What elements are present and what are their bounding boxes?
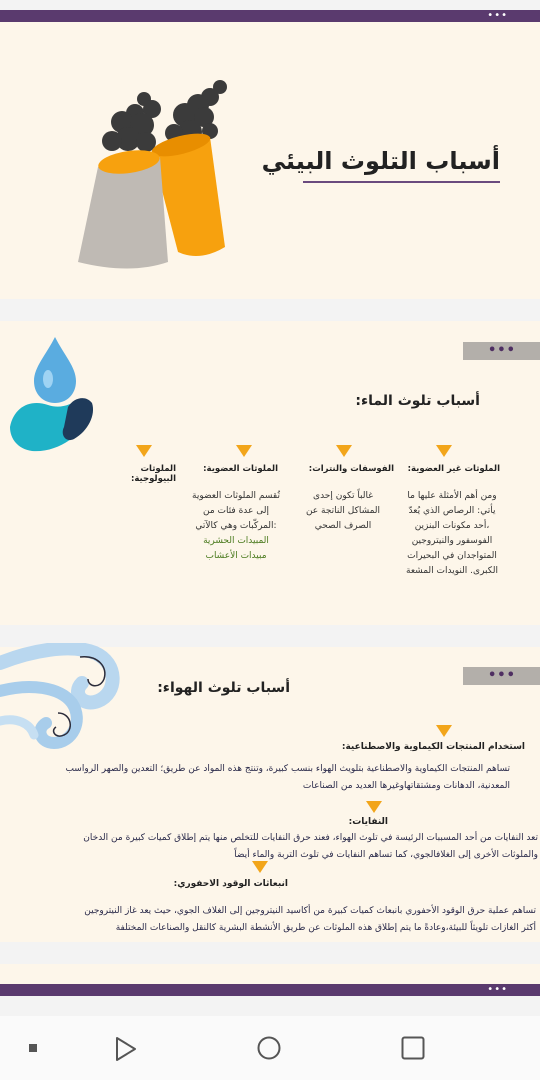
text-line: تُقسم الملوثات العضوية bbox=[192, 491, 280, 501]
text-line: ومن أهم الأمثلة عليها ما bbox=[407, 491, 497, 501]
text-line: أكثر الغازات تلويثاً للبيئة،وعادةً ما يتم إطلاق هذه الملوثات عن طريق الأنشطة البشرية كالنقل والصناعات المختلفة bbox=[115, 923, 536, 933]
menu-dots-icon[interactable]: ••• bbox=[488, 668, 516, 683]
next-panel-edge bbox=[0, 964, 540, 984]
text-line: إلى عدة فئات من bbox=[202, 506, 270, 516]
wind-swirl-icon bbox=[0, 643, 120, 763]
column-inorganic bbox=[400, 464, 500, 474]
section-paragraph bbox=[0, 761, 510, 795]
menu-dots-icon[interactable]: ••• bbox=[487, 984, 508, 995]
text-line: تساهم عملية حرق الوقود الأحفوري بانبعاث كميات كبيرة من أكاسيد النيتروجين إلى الغلاف الجوي، حيث يعد غاز النيتروجين bbox=[84, 906, 536, 916]
overview-square-icon[interactable] bbox=[401, 1036, 425, 1060]
section-tab bbox=[463, 667, 540, 685]
text-line: الفوسفور والنيتروجين bbox=[411, 536, 493, 546]
text-line-highlight: المبيدات الحشرية bbox=[203, 536, 269, 546]
text-line: أحد مكونات البنزين، bbox=[414, 521, 490, 531]
home-circle-icon[interactable] bbox=[257, 1036, 281, 1060]
air-panel bbox=[0, 647, 540, 942]
column-head: الملوثات العضوية: bbox=[203, 464, 278, 474]
column-head: الملوثات البيولوجية: bbox=[130, 464, 176, 484]
arrow-down-icon bbox=[252, 861, 268, 873]
section-paragraph bbox=[6, 903, 536, 937]
column-head: الملوثات غير العضوية: bbox=[407, 464, 500, 474]
recent-small-icon[interactable] bbox=[29, 1044, 37, 1052]
column-text bbox=[298, 489, 388, 534]
arrow-down-icon bbox=[436, 725, 452, 737]
text-line: الكبرى. النويدات المشعة bbox=[406, 566, 498, 576]
section-head: النفايات: bbox=[348, 817, 388, 827]
arrow-down-icon bbox=[236, 445, 252, 457]
section-head: انبعاثات الوقود الاحفوري: bbox=[173, 879, 288, 889]
water-panel bbox=[0, 321, 540, 625]
text-line: والملوثات الأخرى إلى الغلافالجوي، كما تساهم النفايات في تلوث التربة والماء أيضاً bbox=[234, 850, 538, 860]
air-title: أسباب تلوث الهواء: bbox=[157, 680, 290, 696]
factory-chimneys-icon bbox=[70, 77, 240, 277]
menu-dots-icon[interactable]: ••• bbox=[488, 343, 516, 358]
text-line: المشاكل الناتجة عن bbox=[305, 506, 381, 516]
top-accent-bar bbox=[0, 10, 540, 22]
column-text bbox=[396, 489, 508, 579]
text-line: غالباً تكون إحدى bbox=[313, 491, 373, 501]
text-line: الصرف الصحي bbox=[314, 521, 372, 531]
water-title: أسباب تلوث الماء: bbox=[355, 393, 480, 409]
column-organic bbox=[198, 464, 278, 474]
title-underline bbox=[303, 181, 500, 183]
column-text bbox=[186, 489, 286, 564]
column-biological bbox=[96, 464, 176, 484]
column-head: الفوسفات والنترات: bbox=[308, 464, 394, 474]
water-hand-icon bbox=[8, 335, 98, 455]
text-line: تعد النفايات من أحد المسببات الرئيسة في تلوث الهواء، فعند حرق النفايات للتخلص منها يتم إطلاق كميات كبيرة من الدخان bbox=[83, 833, 538, 843]
arrow-down-icon bbox=[366, 801, 382, 813]
text-line-highlight: مبيدات الأعشاب bbox=[205, 551, 267, 561]
text-line: المعدنية، الدهانات ومشتقاتهاوغيرها العديد من الصناعات bbox=[302, 781, 510, 791]
arrow-down-icon bbox=[136, 445, 152, 457]
text-line: المركّبات وهي كالآتي: bbox=[195, 521, 277, 531]
arrow-down-icon bbox=[436, 445, 452, 457]
section-paragraph bbox=[8, 830, 538, 864]
bottom-accent-bar bbox=[0, 984, 540, 996]
hero-title: أسباب التلوث البيئي bbox=[261, 147, 500, 175]
section-tab bbox=[463, 342, 540, 360]
system-nav-bar bbox=[0, 1016, 540, 1080]
text-line: تساهم المنتجات الكيماوية والاصطناعية بتلويث الهواء بنسب كبيرة، وتنتج هذه المواد عن طريق؛ التعدين والصهر الرواسب bbox=[65, 764, 510, 774]
text-line: يأتي: الرصاص الذي يُعدّ bbox=[408, 506, 496, 516]
text-line: المتواجدان في البحيرات bbox=[407, 551, 497, 561]
arrow-down-icon bbox=[336, 445, 352, 457]
section-head: استخدام المنتجات الكيماوية والاصطناعية: bbox=[341, 742, 525, 752]
play-icon[interactable] bbox=[114, 1036, 138, 1062]
hero-panel bbox=[0, 22, 540, 299]
column-phosphate bbox=[300, 464, 394, 474]
menu-dots-icon[interactable]: ••• bbox=[487, 10, 508, 21]
